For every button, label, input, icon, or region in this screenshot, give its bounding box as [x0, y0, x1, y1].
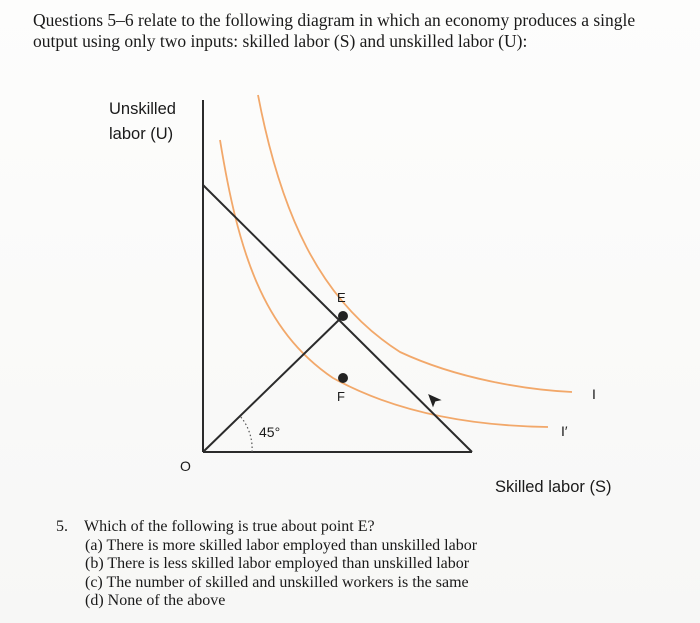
curve-upper-label: I	[592, 386, 596, 402]
y-axis-label-line-2: labor (U)	[109, 125, 174, 143]
point-e-label: E	[337, 290, 346, 305]
isoquant-upper-curve	[258, 95, 572, 392]
option-d: (d) None of the above	[85, 592, 226, 609]
question-5	[56, 518, 676, 611]
question-number: 5.	[56, 518, 68, 535]
point-f-marker	[338, 373, 348, 383]
isoquant-lower-curve	[220, 140, 548, 427]
point-f-label: F	[337, 389, 345, 404]
intro-line-2: output using only two inputs: skilled labor (S) and unskilled labor (U):	[33, 31, 528, 51]
angle-label: 45°	[259, 424, 281, 440]
mouse-cursor-icon	[429, 395, 440, 406]
option-b: (b) There is less skilled labor employed than unskilled labor	[85, 555, 470, 572]
y-axis-label-line-1: Unskilled	[109, 100, 176, 118]
option-c: (c) The number of skilled and unskilled workers is the same	[85, 573, 469, 591]
question-stem	[56, 518, 676, 537]
angle-arc	[240, 416, 252, 452]
question-text: Which of the following is true about point E?	[84, 518, 375, 535]
point-e-marker	[338, 311, 348, 321]
curve-lower-label: I′	[561, 423, 568, 439]
x-axis-label: Skilled labor (S)	[495, 478, 612, 496]
intro-line-1: Questions 5–6 relate to the following diagram in which an economy produces a single	[33, 10, 636, 30]
origin-label: O	[180, 458, 191, 474]
option-a: (a) There is more skilled labor employed than unskilled labor	[85, 536, 478, 554]
